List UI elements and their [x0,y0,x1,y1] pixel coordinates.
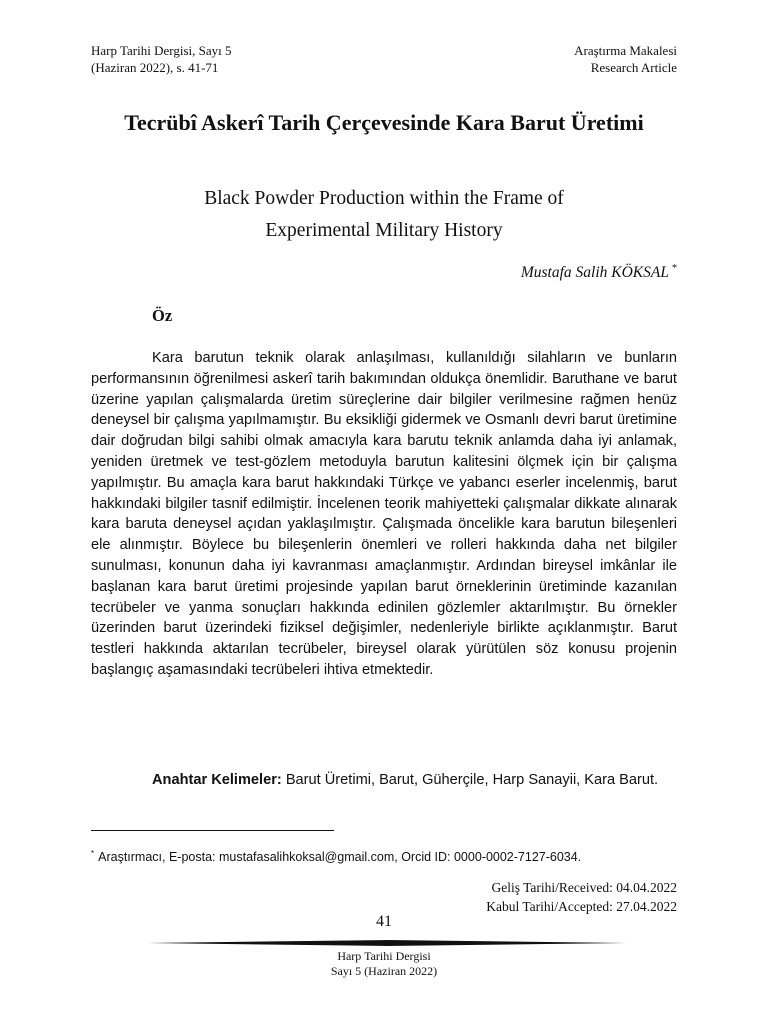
author-name: Mustafa Salih KÖKSAL [520,264,669,281]
footnote-separator [91,830,334,831]
footer-issue: Sayı 5 (Haziran 2022) [330,964,438,978]
article-type-turkish: Araştırma Makalesi [574,43,677,58]
article-subtitle [91,183,677,247]
keywords-list: Barut Üretimi, Barut, Güherçile, Harp Sanayii, Kara Barut. [281,772,659,788]
received-date: Geliş Tarihi/Received: 04.04.2022 [491,880,677,895]
article-type-english: Research Article [590,60,677,75]
submission-dates [486,878,677,916]
footnote-mark: * [91,849,95,858]
article-title: Tecrübî Askerî Tarih Çerçevesinde Kara Barut Üretimi [124,110,644,135]
keywords-paragraph [91,770,677,791]
footnote-text: Araştırmacı, E-posta: mustafasalihkoksal@gmail.com, Orcid ID: 0000-0002-7127-6034. [98,850,582,864]
footnote [91,845,677,866]
abstract-heading: Öz [152,306,173,325]
abstract-body: Kara barutun teknik olarak anlaşılması, kullanıldığı silahların ve bunların performansının öğrenilmesi askerî tarih bakımından oldukça önemlidir. Baruthane ve barut üzerine yapılan çalışmalarda üretim süreçlerine dair bilgiler verilmesine rağmen henüz deneysel bir çalışma yapılmamıştır. Bu eksikliği gidermek ve Osmanlı devri barut üretimine dair doğrudan bilgi sahibi olmak amacıyla kara barutu teknik anlamda daha iyi anlamak, yeniden üretmek ve test-gözlem metoduyla barutun kalitesini ölçmek için bir çalışma yapılmıştır. Bu amaçla kara barut hakkındaki Türkçe ve yabancı eserler incelenmiş, barut hakkındaki bilgiler tasnif edilmiştir. İncelenen teorik mahiyetteki çalışmalar dikkate alınarak kara baruta deneysel açıdan yaklaşılmıştır. Çalışmada öncelikle kara barutun bileşenleri ele alınmıştır. Böylece bu bileşenlerin önemleri ve rolleri hakkında daha net bilgiler sunulması, konunun daha iyi kavranması amaçlanmıştır. Ardından bireysel imkânlar ile başlanan kara barut üretimi projesinde yapılan barut örneklerinin üretiminde kazanılan tecrübeler ve yanma sonuçları hakkında edinilen gözlemler aktarılmıştır. Bu örnekler üzerinden barut üzerindeki fiziksel değişimler, nedenleriyle birlikte açıklanmıştır. Barut testleri hakkında aktarılan tecrübeler, bireysel olarak yürütülen söz konusu projenin başlangıç aşamasındaki tecrübeleri ihtiva etmektedir. [91,350,677,678]
journal-header [91,42,232,76]
journal-date-pages-line: (Haziran 2022), s. 41-71 [91,60,219,75]
footer-journal-name: Harp Tarihi Dergisi [337,949,431,963]
subtitle-line-2: Experimental Military History [265,220,503,241]
accepted-date: Kabul Tarihi/Accepted: 27.04.2022 [486,899,677,914]
journal-issue-line: Harp Tarihi Dergisi, Sayı 5 [91,43,232,58]
subtitle-line-1: Black Powder Production within the Frame of [204,188,564,209]
page-number: 41 [376,913,392,930]
author-line [521,263,677,282]
article-type-header [574,42,677,76]
footer-ornament-rule [148,940,626,946]
page-footer [0,949,768,979]
keywords-label: Anahtar Kelimeler: [152,772,282,788]
author-footnote-mark: * [672,263,677,274]
